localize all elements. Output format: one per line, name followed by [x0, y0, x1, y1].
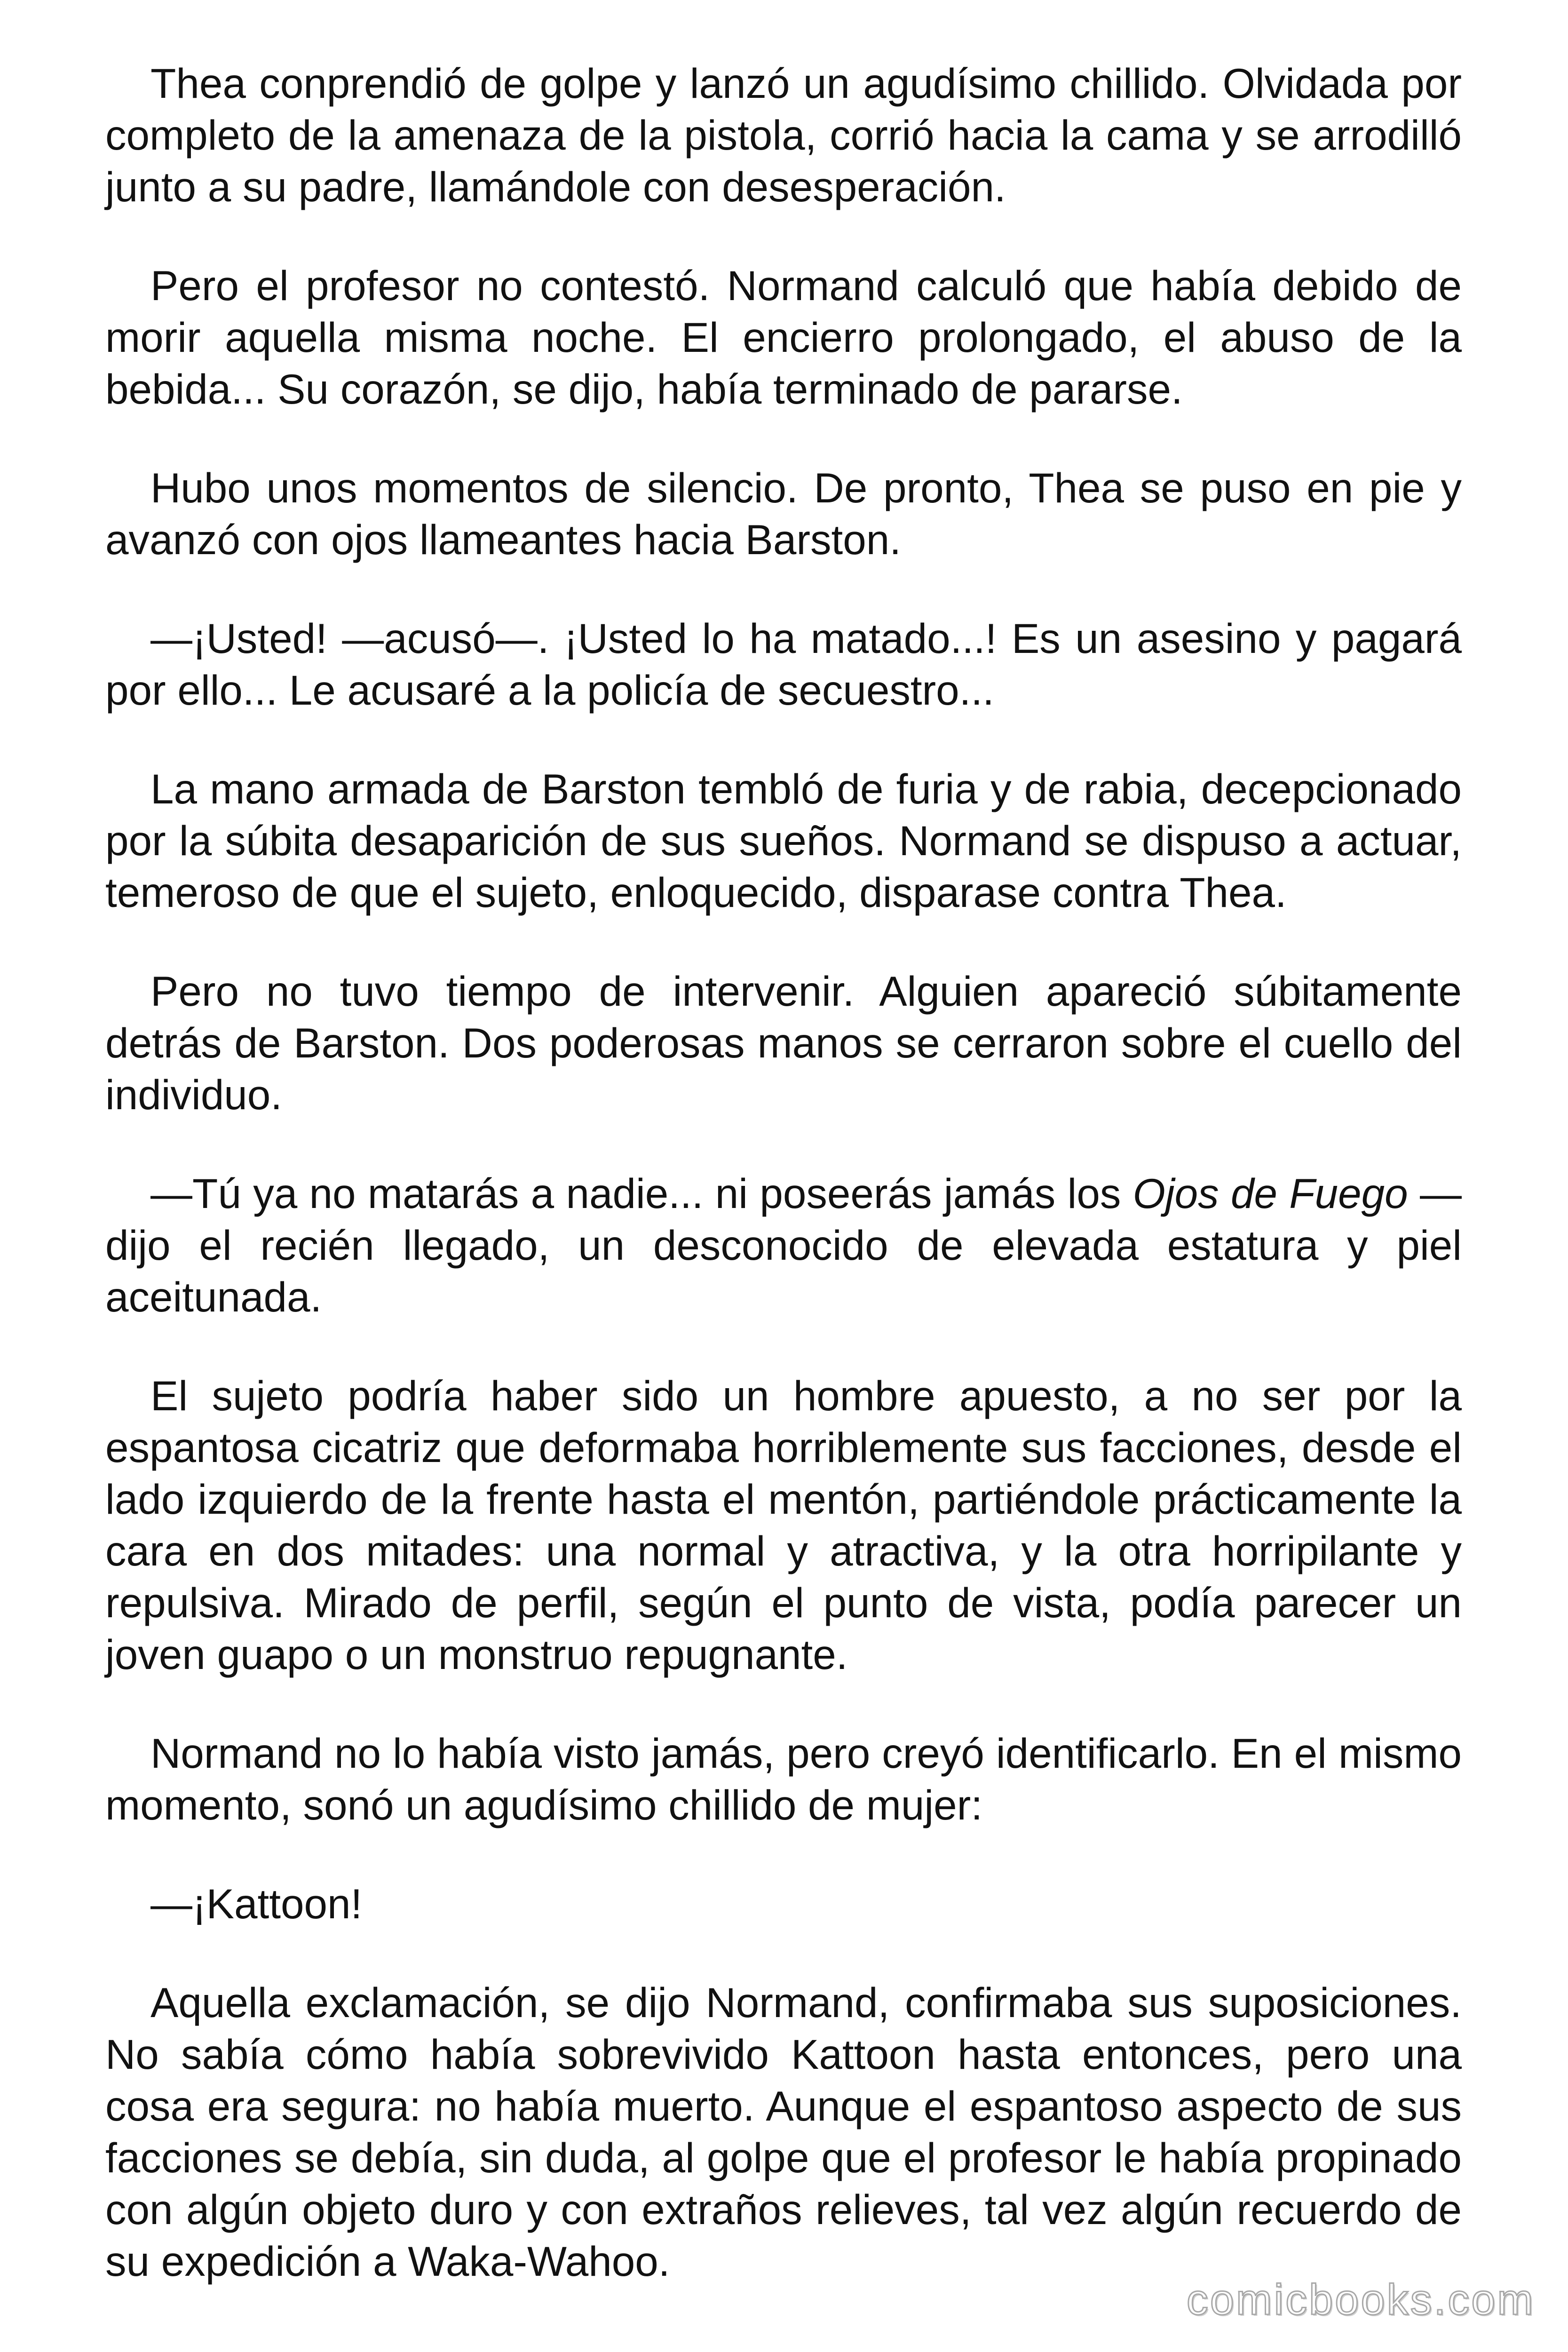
paragraph-barston-trembles: La mano armada de Barston tembló de furia y de rabia, decepcionado por la súbita desaparición de sus sueños. Normand se dispuso a actuar, temeroso de que el sujeto, enloquecido, disparase contra Thea.	[105, 765, 1462, 916]
paragraph-normand-identifies: Normand no lo había visto jamás, pero creyó identificarlo. En el mismo momento, sonó un agudísimo chillido de mujer:	[105, 1730, 1462, 1828]
paragraph-scar-description: El sujeto podría haber sido un hombre apuesto, a no ser por la espantosa cicatriz que deformaba horriblemente sus facciones, desde el lado izquierdo de la frente hasta el mentón, partiéndole prácticamente la cara en dos mitades: una normal y atractiva, y la otra horripilante y repulsiva. Mirado de perfil, según el punto de vista, podía parecer un joven guapo o un monstruo repugnante.	[105, 1372, 1462, 1678]
paragraph-silence: Hubo unos momentos de silencio. De pronto, Thea se puso en pie y avanzó con ojos llameantes hacia Barston.	[105, 464, 1462, 563]
paragraph-kattoon-exclamation: —¡Kattoon!	[150, 1880, 363, 1927]
paragraph-someone-appears: Pero no tuvo tiempo de intervenir. Alguien apareció súbitamente detrás de Barston. Dos poderosas manos se cerraron sobre el cuello del individuo.	[105, 968, 1462, 1118]
paragraph-kattoon-survived: Aquella exclamación, se dijo Normand, confirmaba sus suposiciones. No sabía cómo había sobrevivido Kattoon hasta entonces, pero una cosa era segura: no había muerto. Aunque el espantoso aspecto de sus facciones se debía, sin duda, al golpe que el profesor le había propinado con algún objeto duro y con extraños relieves, tal vez algún recuerdo de su expedición a Waka-Wahoo.	[105, 1979, 1462, 2285]
dialogue-before-italic: —Tú ya no matarás a nadie... ni poseerás jamás los	[150, 1170, 1133, 1217]
paragraph-ojos-de-fuego	[105, 1168, 1462, 1323]
italic-title-ojos-de-fuego: Ojos de Fuego	[1132, 1170, 1408, 1217]
paragraph-professor-dead: Pero el profesor no contestó. Normand calculó que había debido de morir aquella misma noche. El encierro prolongado, el abuso de la bebida... Su corazón, se dijo, había terminado de pararse.	[105, 262, 1462, 413]
book-page	[105, 57, 1462, 2287]
dialogue-after-italic: —dijo el recién llegado, un desconocido de elevada estatura y piel aceitunada.	[105, 1170, 1462, 1320]
paragraph-thea-accuses: —¡Usted! —acusó—. ¡Usted lo ha matado...! Es un asesino y pagará por ello... Le acusaré a la policía de secuestro...	[105, 615, 1462, 714]
watermark-logo: comicbooks.com	[1186, 2276, 1535, 2324]
paragraph-thea-screams: Thea conprendió de golpe y lanzó un agudísimo chillido. Olvidada por completo de la amenaza de la pistola, corrió hacia la cama y se arrodilló junto a su padre, llamándole con desesperación.	[105, 60, 1462, 210]
